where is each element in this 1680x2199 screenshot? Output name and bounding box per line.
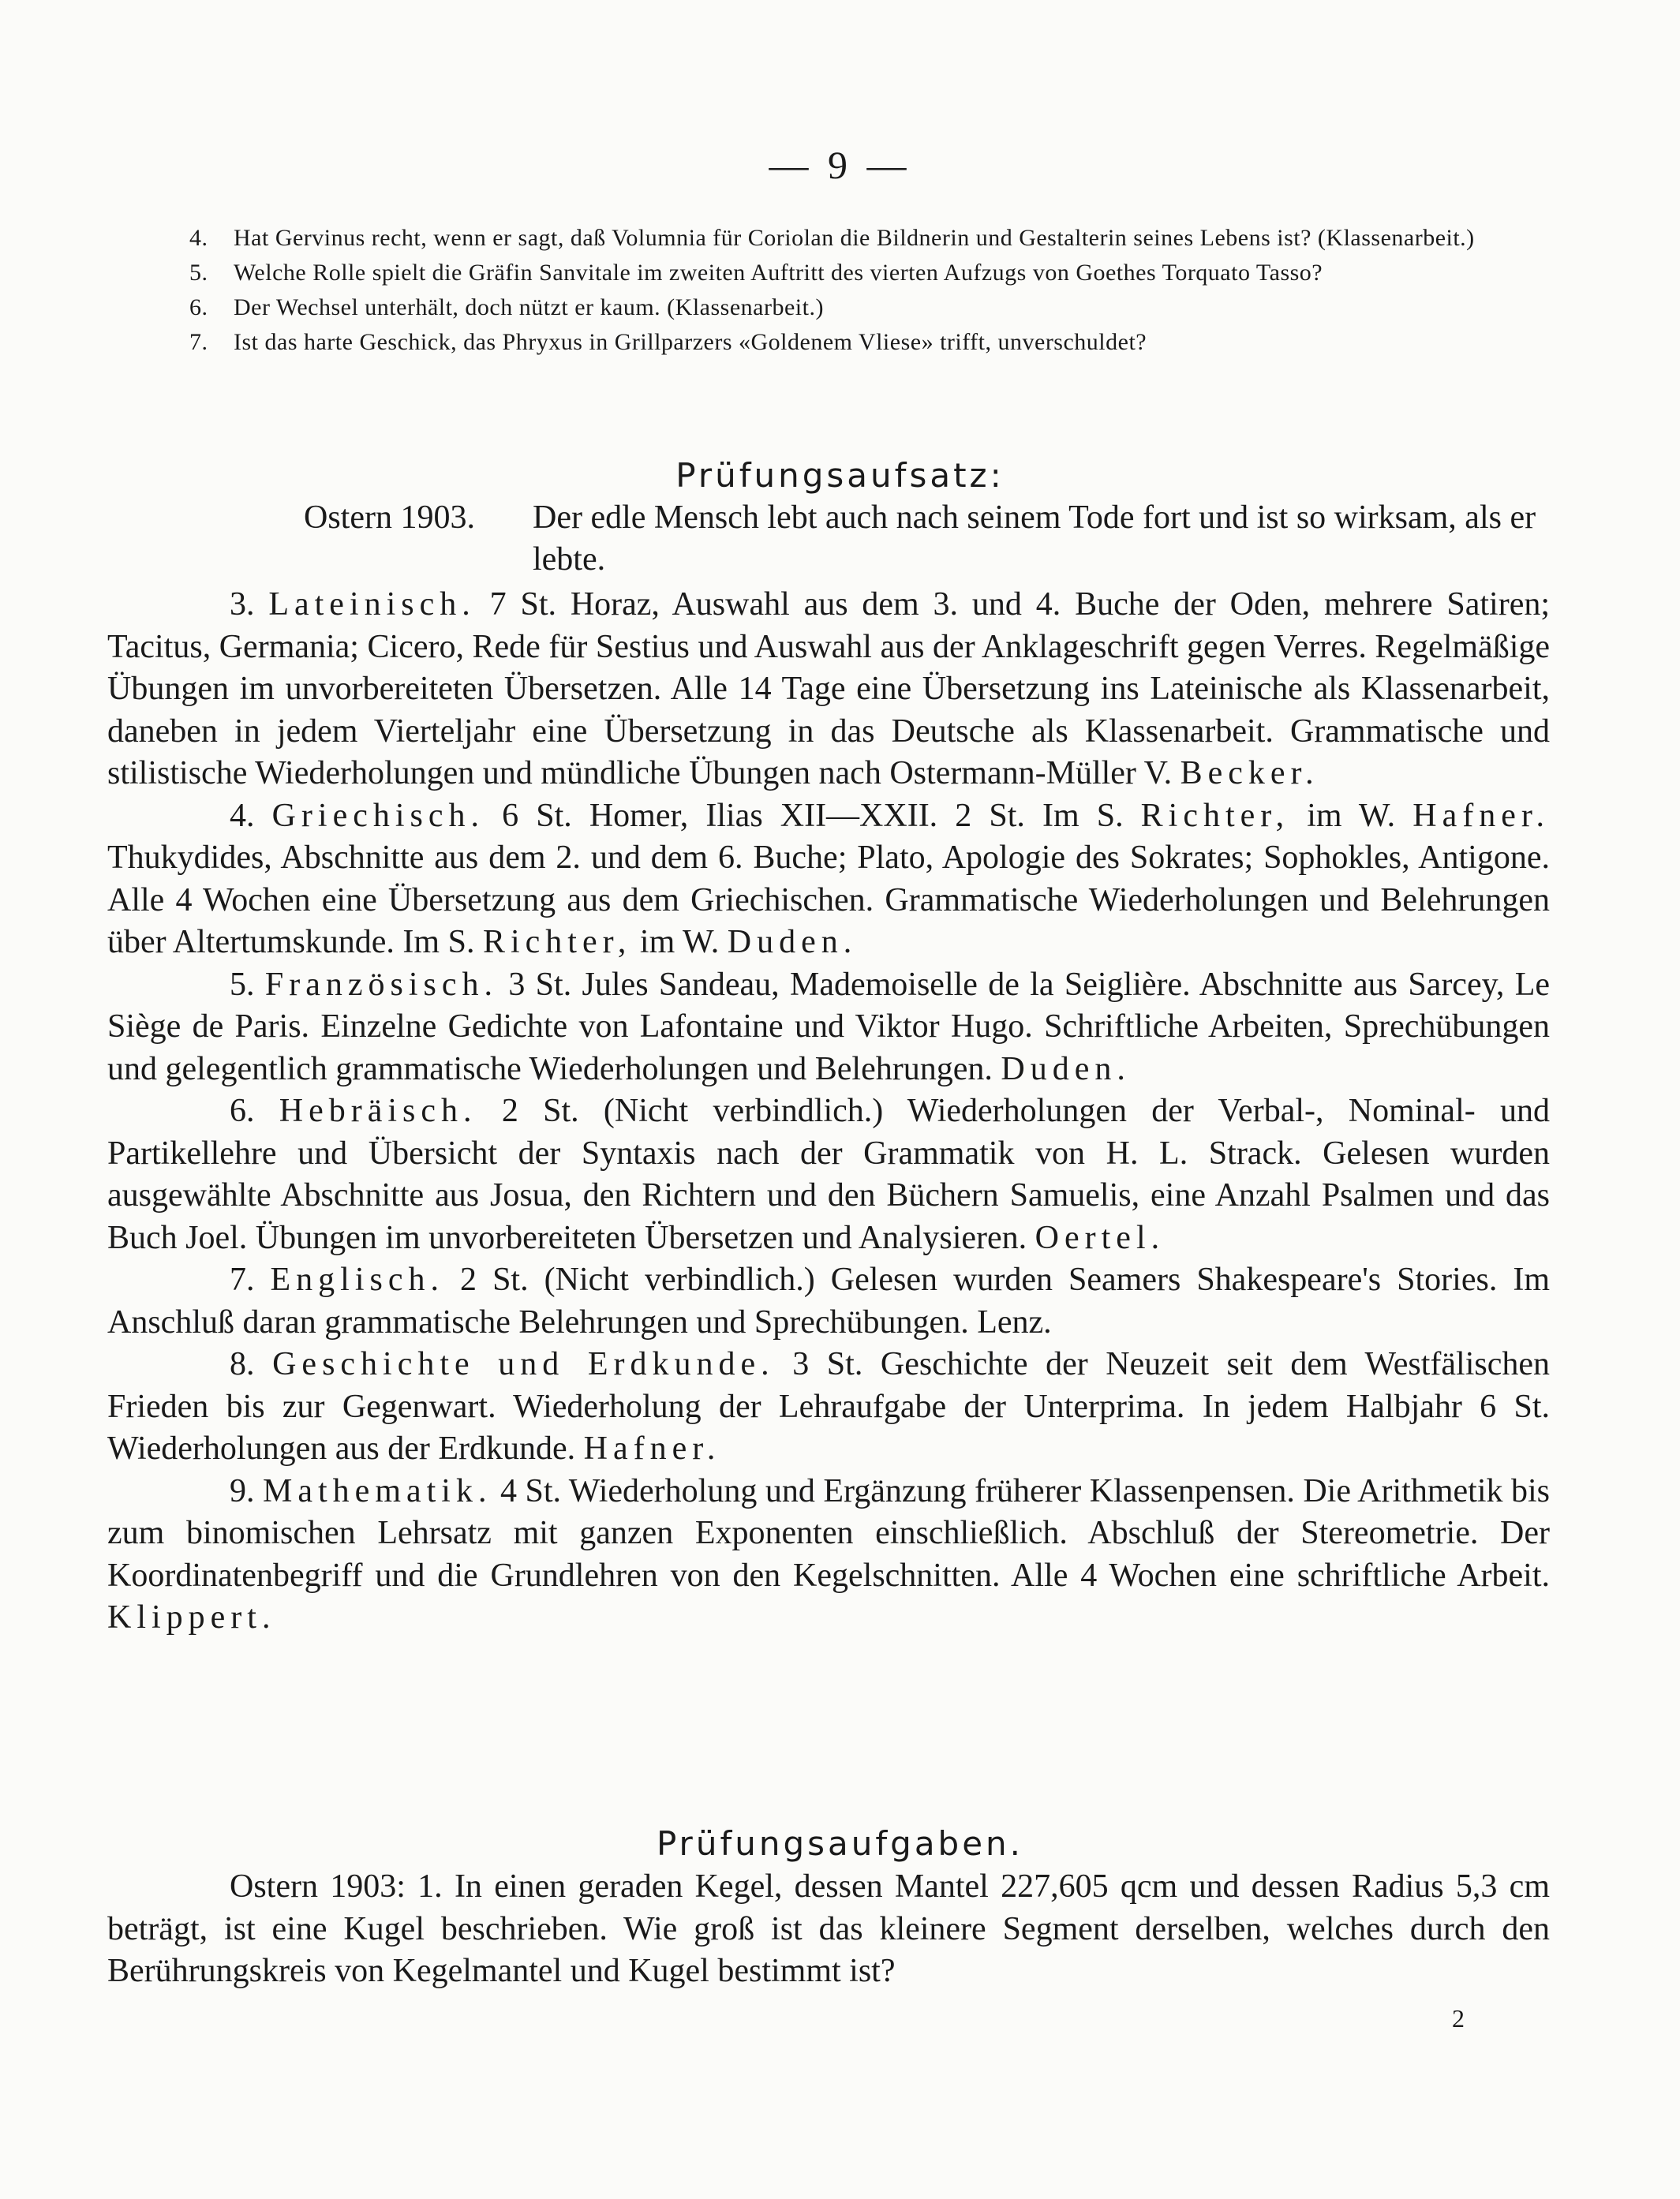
essay-entry <box>304 497 1551 581</box>
subject-name: Englisch. <box>270 1262 445 1298</box>
signature-mark: 2 <box>1452 2004 1465 2033</box>
subject-mathematics <box>107 1471 1550 1640</box>
subject-history <box>107 1344 1550 1471</box>
topic-text: Hat Gervinus recht, wenn er sagt, daß Volumnia für Coriolan die Bildnerin und Gestalterin seines Lebens ist? (Klassenarbeit.) <box>234 225 1475 251</box>
subject-name: Lateinisch. <box>268 586 476 623</box>
list-item <box>189 257 1547 289</box>
subject-number: 7. <box>230 1262 255 1298</box>
subject-text: 2 St. (Nicht verbindlich.) Gelesen wurden Seamers Shakespeare's Stories. Im Anschluß daran grammatische Belehrungen und Sprechübungen. <box>107 1262 1551 1341</box>
subject-number: 6. <box>230 1093 255 1129</box>
subject-text: 6 St. Homer, Ilias XII—XXII. 2 St. Im S. <box>502 797 1124 834</box>
subject-hebrew <box>107 1090 1550 1259</box>
subjects-section <box>107 584 1550 1640</box>
teacher-name: Hafner. <box>583 1430 721 1467</box>
teacher-name: Richter, <box>482 924 632 960</box>
topic-number: 5. <box>189 260 208 286</box>
topic-text: Ist das harte Geschick, das Phryxus in Grillparzers «Goldenem Vliese» trifft, unverschuldet? <box>234 329 1147 355</box>
teacher-name: Richter, <box>1140 797 1290 834</box>
subject-text: 3 St. Jules Sandeau, Mademoiselle de la Seiglière. Abschnitte aus Sarcey, Le Siège de Paris. Einzelne Gedichte von Lafontaine und Viktor Hugo. Schriftliche Arbeiten, Sprechübungen und gelegentlich grammatische Wiederholungen und Belehrungen. <box>107 966 1551 1087</box>
subject-name: Geschichte und Erdkunde. <box>272 1346 775 1382</box>
subject-text: im W. <box>1307 797 1396 834</box>
subject-text: 7 St. Horaz, Auswahl aus dem 3. und 4. Buche der Oden, mehrere Satiren; Tacitus, Germania; Cicero, Rede für Sestius und Auswahl aus der Anklageschrift gegen Verres. Regelmäßige Übungen im unvorbereiteten Übersetzen. Alle 14 Tage eine Übersetzung ins Lateinische als Klassenarbeit, daneben in jedem Vierteljahr eine Übersetzung in das Deutsche als Klassenarbeit. Grammatische und stilistische Wiederholungen und mündliche Übungen nach Ostermann-Müller V. <box>107 586 1551 791</box>
subject-number: 3. <box>230 586 255 623</box>
teacher-name: Duden. <box>1001 1050 1131 1087</box>
tasks-section <box>107 1866 1550 1993</box>
task-text: Ostern 1903: 1. In einen geraden Kegel, dessen Mantel 227,605 qcm und dessen Radius 5,3 cm beträgt, ist eine Kugel beschrieben. Wie groß ist das kleinere Segment derselben, welches durch den Berührungskreis von Kegelmantel und Kugel bestimmt ist? <box>107 1868 1550 1989</box>
list-item <box>189 327 1547 358</box>
topic-number: 6. <box>189 294 208 320</box>
subject-text: 4 St. Wiederholung und Ergänzung früherer Klassenpensen. Die Arithmetik bis zum binomischen Lehrsatz mit ganzen Exponenten einschließlich. Abschluß der Stereometrie. Der Koordinatenbegriff und die Grundlehren von den Kegelschnitten. Alle 4 Wochen eine schriftliche Arbeit. <box>107 1472 1551 1594</box>
teacher-name: Hafner. <box>1412 797 1551 834</box>
subject-name: Mathematik. <box>263 1472 492 1509</box>
list-item <box>189 223 1547 254</box>
subject-name: Hebräisch. <box>279 1093 477 1129</box>
essay-topics-list <box>189 223 1547 361</box>
teacher-name: Oertel. <box>1035 1219 1166 1256</box>
topic-text: Der Wechsel unterhält, doch nützt er kaum. (Klassenarbeit.) <box>234 294 824 320</box>
subject-text: im W. <box>639 924 720 960</box>
teacher-name: Lenz. <box>977 1303 1052 1341</box>
essay-topic: Der edle Mensch lebt auch nach seinem Tode fort und ist so wirksam, als er lebte. <box>533 499 1536 578</box>
subject-greek <box>107 795 1550 964</box>
subject-number: 5. <box>230 966 255 1003</box>
list-item <box>189 292 1547 323</box>
topic-text: Welche Rolle spielt die Gräfin Sanvitale im zweiten Auftritt des vierten Aufzugs von Goethes Torquato Tasso? <box>234 260 1323 286</box>
subject-french <box>107 964 1550 1091</box>
page-number: — 9 — <box>769 143 911 187</box>
subject-text: 2 St. (Nicht verbindlich.) Wiederholungen der Verbal-, Nominal- und Partikellehre und Übersicht der Syntaxis nach der Grammatik von H. L. Strack. Gelesen wurden ausgewählte Abschnitte aus Josua, den Richtern und den Büchern Samuelis, eine Anzahl Psalmen und das Buch Joel. Übungen im unvorbereiteten Übersetzen und Analysieren. <box>107 1093 1551 1256</box>
topic-number: 7. <box>189 329 208 355</box>
subject-text: 3 St. Geschichte der Neuzeit seit dem Westfälischen Frieden bis zur Gegenwart. Wiederholung der Lehraufgabe der Unterprima. In jedem Halbjahr 6 St. Wiederholungen aus der Erdkunde. <box>107 1346 1551 1467</box>
subject-english <box>107 1259 1550 1344</box>
subject-number: 8. <box>230 1346 255 1382</box>
subject-number: 9. <box>230 1472 255 1509</box>
subject-name: Französisch. <box>264 966 498 1003</box>
teacher-name: Duden. <box>727 924 858 960</box>
teacher-name: Becker. <box>1180 755 1319 791</box>
subject-text: Thukydides, Abschnitte aus dem 2. und dem 6. Buche; Plato, Apologie des Sokrates; Sophokles, Antigone. Alle 4 Wochen eine Übersetzung aus dem Griechischen. Grammatische Wiederholungen und Belehrungen über Altertumskunde. Im S. <box>107 840 1550 960</box>
essay-date: Ostern 1903. <box>304 499 475 536</box>
subject-name: Griechisch. <box>271 797 485 834</box>
essay-heading: Prüfungsaufsatz: <box>675 456 1005 495</box>
teacher-name: Klippert. <box>107 1599 276 1636</box>
subject-number: 4. <box>230 797 255 834</box>
topic-number: 4. <box>189 225 208 251</box>
subject-latin <box>107 584 1550 795</box>
tasks-heading: Prüfungsaufgaben. <box>656 1824 1024 1863</box>
